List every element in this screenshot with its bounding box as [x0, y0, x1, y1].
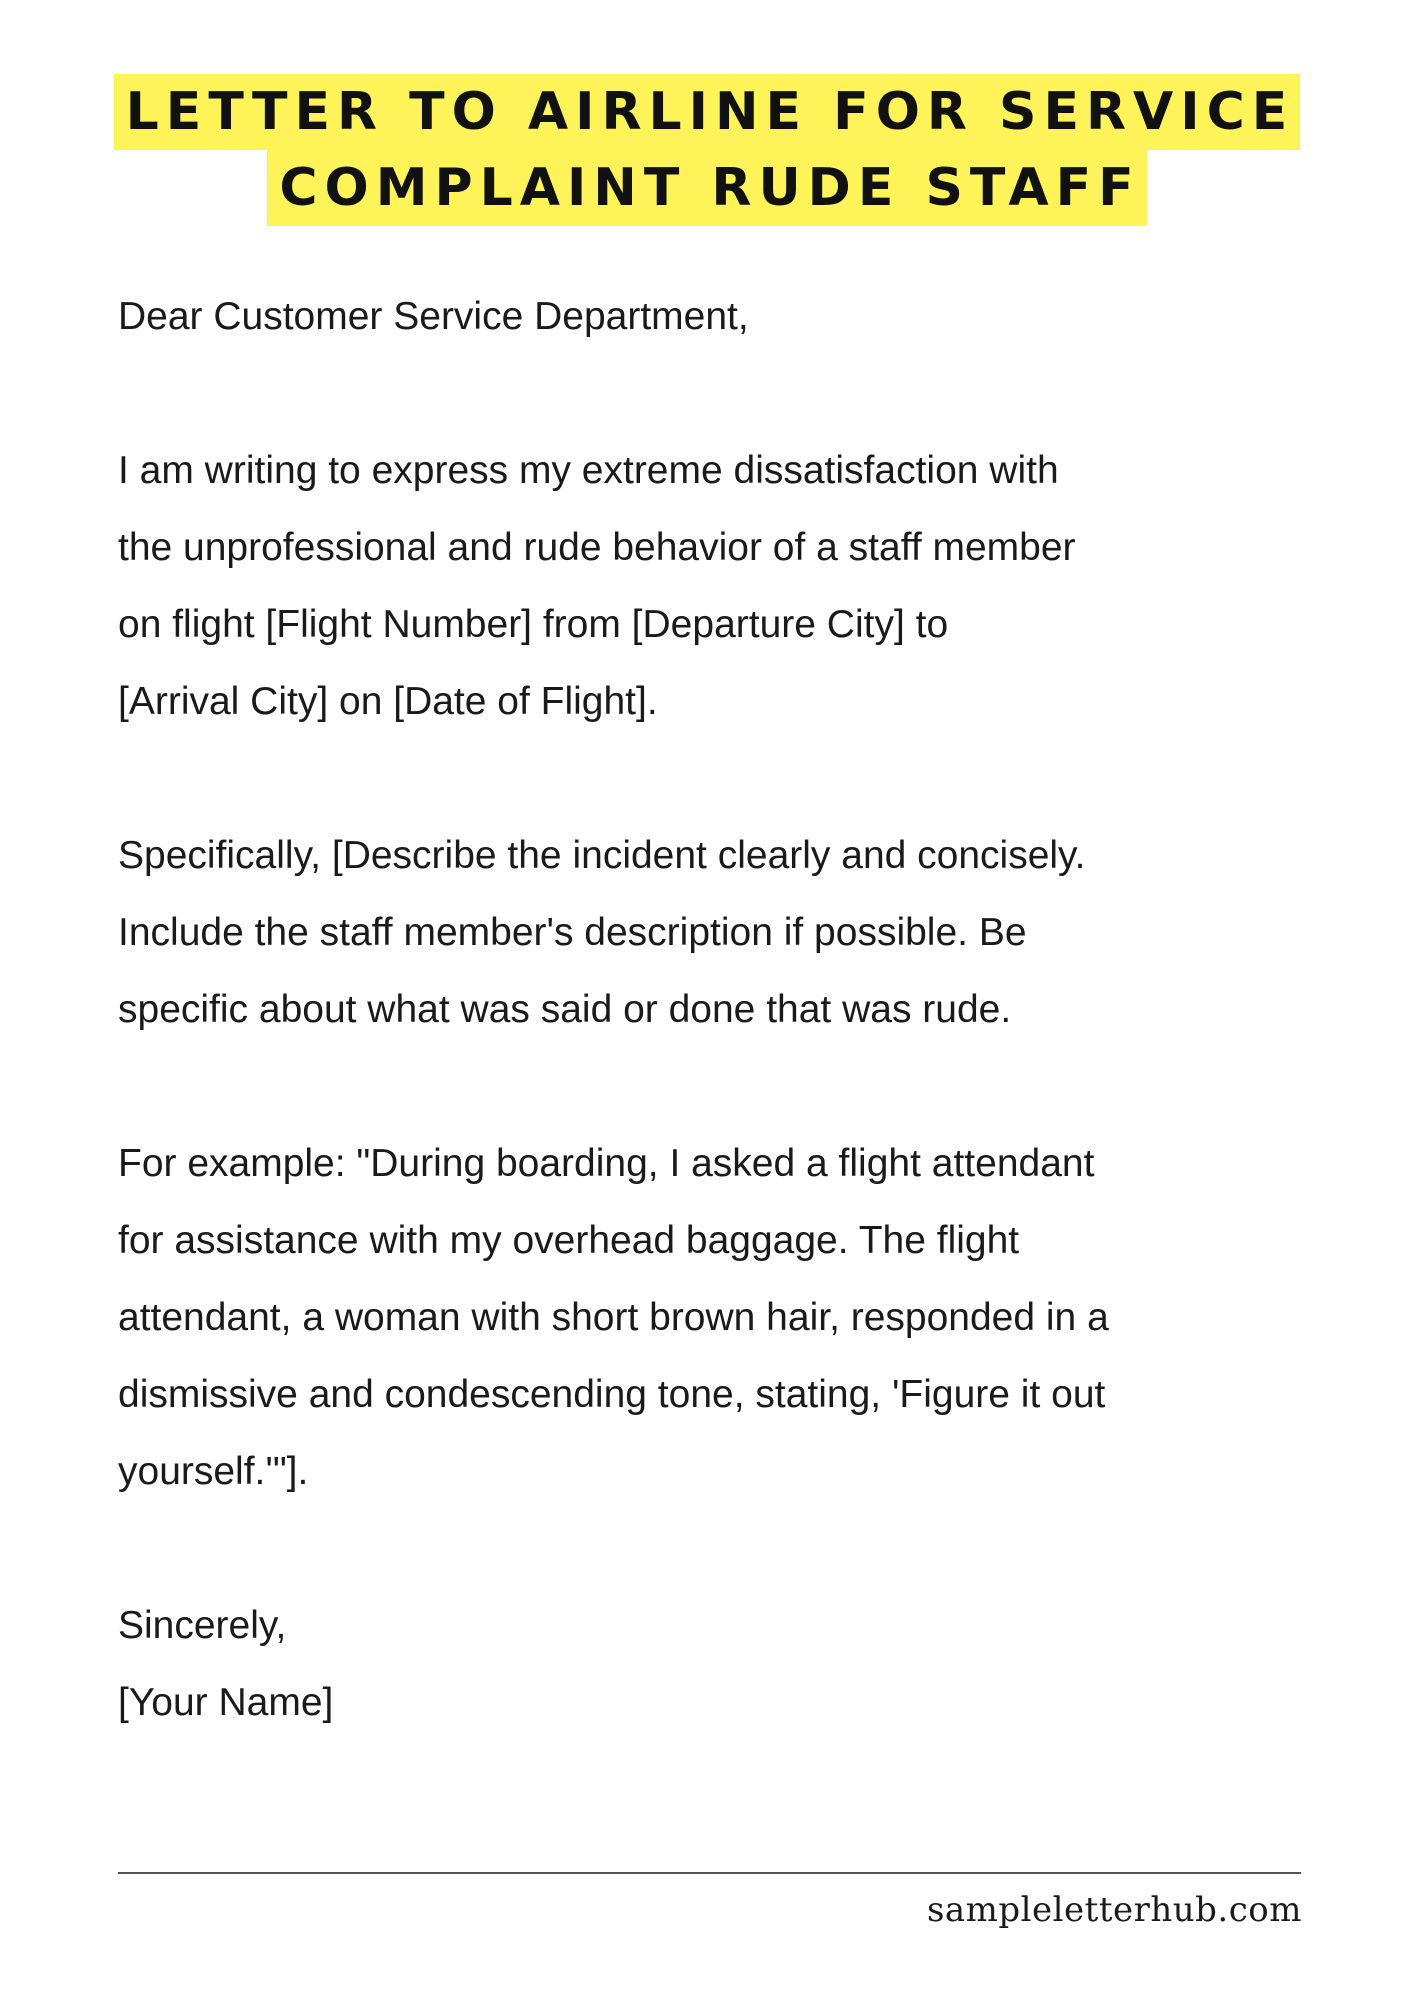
paragraph-1-line: [Arrival City] on [Date of Flight]. [118, 680, 658, 723]
paragraph-3-line: yourself.'"]. [118, 1450, 309, 1493]
paragraph-1-line: I am writing to express my extreme dissatisfaction with [118, 449, 1059, 492]
footer-brand: sampleletterhub.com [926, 1890, 1302, 1930]
paragraph-1-line: on flight [Flight Number] from [Departure City] to [118, 603, 949, 646]
closing: Sincerely, [118, 1604, 287, 1647]
paragraph-2-line: specific about what was said or done that was rude. [118, 988, 1012, 1031]
signature-placeholder: [Your Name] [118, 1681, 334, 1724]
page-title [0, 74, 1414, 226]
paragraph-3-line: for assistance with my overhead baggage. The flight [118, 1219, 1020, 1262]
paragraph-1-line: the unprofessional and rude behavior of a staff member [118, 526, 1076, 569]
paragraph-2-line: Specifically, [Describe the incident clearly and concisely. [118, 834, 1086, 877]
paragraph-3-line: For example: "During boarding, I asked a flight attendant [118, 1142, 1095, 1185]
closing-block [118, 1587, 1368, 1741]
footer-divider [118, 1872, 1301, 1874]
salutation: Dear Customer Service Department, [118, 295, 749, 338]
title-line-2: COMPLAINT RUDE STAFF [267, 150, 1146, 226]
paragraph-3-line: attendant, a woman with short brown hair, responded in a [118, 1296, 1109, 1339]
paragraph-1 [118, 432, 1368, 740]
paragraph-3-line: dismissive and condescending tone, stating, 'Figure it out [118, 1373, 1106, 1416]
paragraph-2-line: Include the staff member's description if possible. Be [118, 911, 1027, 954]
title-line-1: LETTER TO AIRLINE FOR SERVICE [114, 74, 1301, 150]
paragraph-2 [118, 817, 1368, 1048]
letter-body [118, 278, 1368, 1741]
paragraph-3 [118, 1125, 1368, 1510]
